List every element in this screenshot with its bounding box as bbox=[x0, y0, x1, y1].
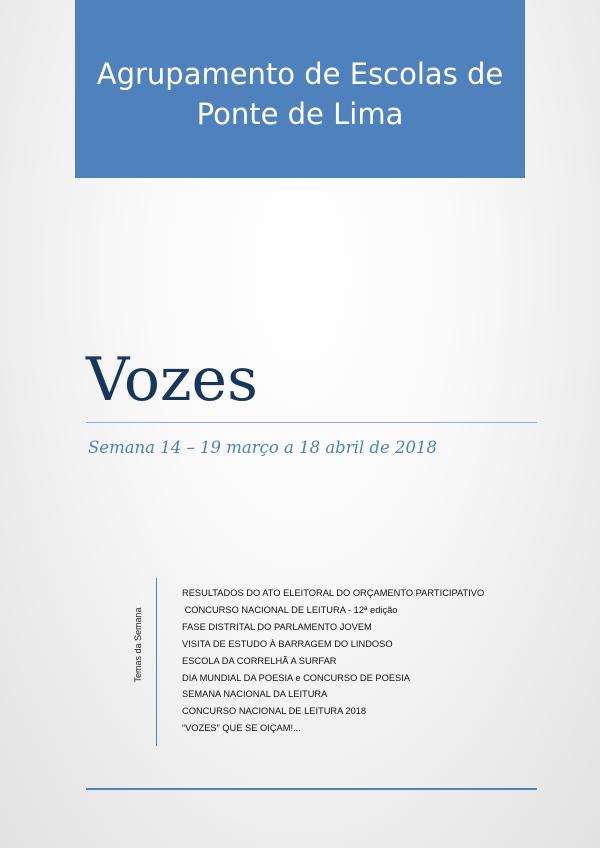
school-name-line-1: Agrupamento de Escolas de bbox=[96, 57, 504, 91]
bottom-divider bbox=[86, 788, 537, 790]
topic-item: FASE DISTRITAL DO PARLAMENTO JOVEM bbox=[182, 621, 372, 632]
topic-item: SEMANA NACIONAL DA LEITURA bbox=[182, 689, 328, 700]
header-box bbox=[75, 0, 525, 178]
school-name-line-2: Ponte de Lima bbox=[196, 97, 404, 131]
topics-label: Temas da Semana bbox=[133, 607, 143, 683]
school-name bbox=[97, 44, 504, 134]
topic-item: “VOZES” QUE SE OIÇAM!... bbox=[182, 723, 301, 734]
topics-list bbox=[182, 585, 484, 737]
topic-item: RESULTADOS DO ATO ELEITORAL DO ORÇAMENTO PARTICIPATIVO bbox=[182, 588, 485, 598]
topic-item: DIA MUNDIAL DA POESIA e CONCURSO DE POESIA bbox=[182, 672, 411, 683]
document-subtitle: Semana 14 – 19 março a 18 abril de 2018 bbox=[88, 438, 437, 457]
topic-item: ESCOLA DA CORRELHÃ A SURFAR bbox=[182, 655, 337, 666]
topics-divider bbox=[156, 578, 157, 746]
topic-item: CONCURSO NACIONAL DE LEITURA 2018 bbox=[182, 706, 367, 717]
topic-item: CONCURSO NACIONAL DE LEITURA - 12ª edição bbox=[182, 604, 398, 615]
title-divider bbox=[86, 422, 537, 423]
topic-item: VISITA DE ESTUDO À BARRAGEM DO LINDOSO bbox=[182, 638, 393, 649]
document-title: Vozes bbox=[86, 345, 258, 415]
